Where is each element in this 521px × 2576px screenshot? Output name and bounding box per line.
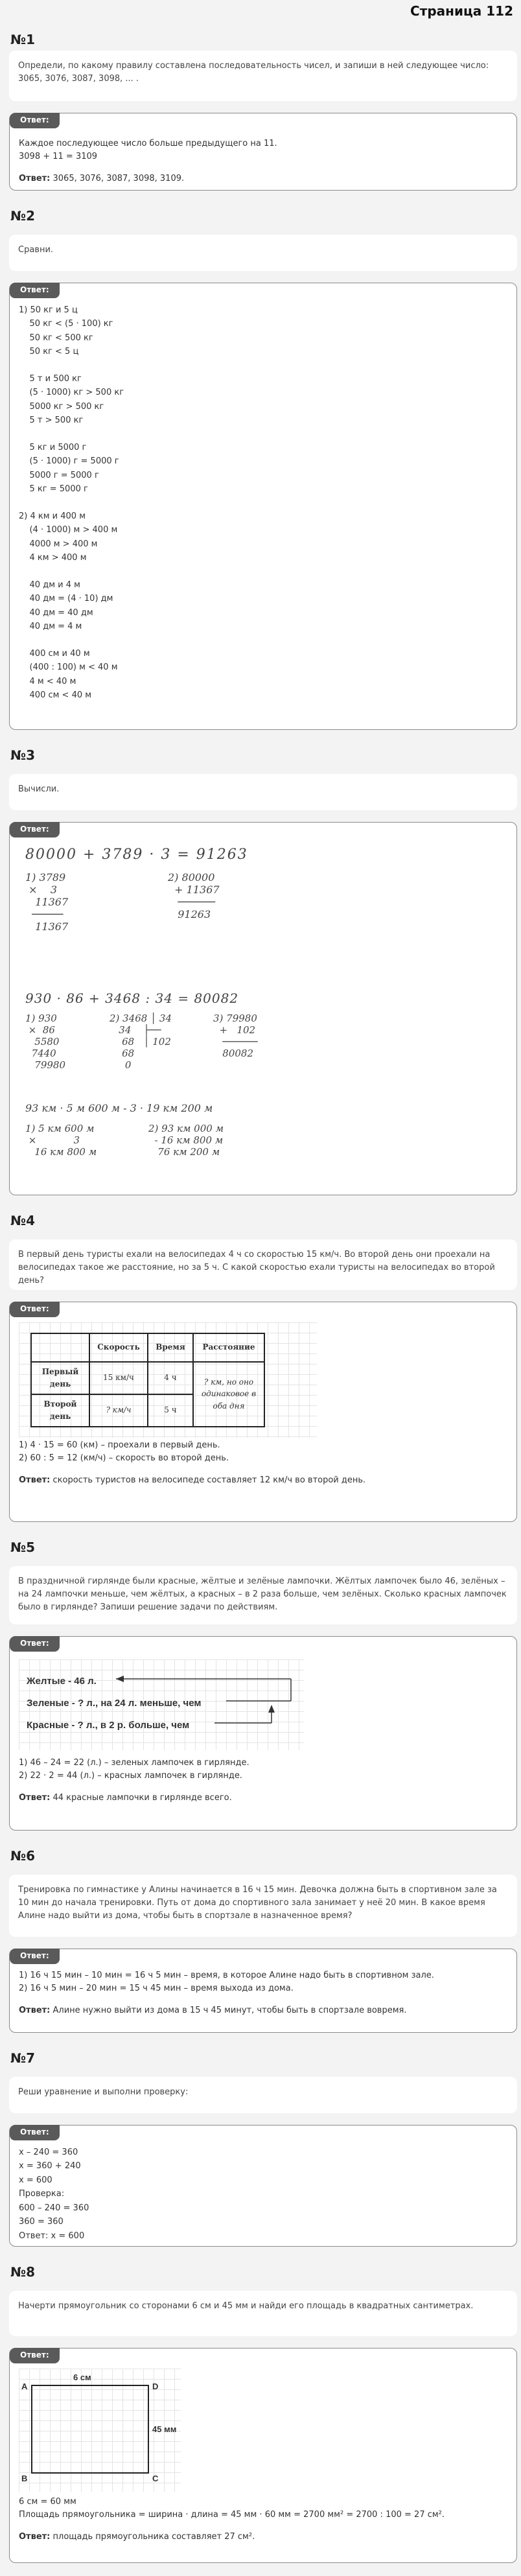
answer-line: (400 : 100) м < 40 м xyxy=(19,662,118,673)
answer-line: 40 дм = 4 м xyxy=(19,622,82,632)
answer-line: 1) 50 кг и 5 ц xyxy=(19,305,78,315)
table-cell: ? км/ч xyxy=(89,1394,148,1427)
answer-badge: Ответ: xyxy=(10,113,60,128)
answer-line: 1) 46 – 24 = 22 (л.) – зеленых лампочек в гирлянде. xyxy=(19,1757,249,1768)
answer-line: 5 кг = 5000 г xyxy=(19,484,88,495)
task-question: Реши уравнение и выполни проверку: xyxy=(9,2077,517,2113)
answer-line: x = 360 + 240 xyxy=(19,2161,81,2172)
scheme-arrows xyxy=(19,1659,304,1750)
answer-line: (5 · 1000) г = 5000 г xyxy=(19,456,119,467)
answer-line xyxy=(19,634,509,647)
answer-line: 50 кг < 500 кг xyxy=(19,333,93,343)
final-answer xyxy=(19,172,509,185)
answer-line: 2) 22 · 2 = 44 (л.) – красных лампочек в гирлянде. xyxy=(19,1770,242,1781)
task-number: №7 xyxy=(10,2050,35,2066)
task-question: В праздничной гирлянде были красные, жёлтые и зелёные лампочки. Жёлтых лампочек было 46, зелёных – на 24 лампочки меньше, чем жёлтых, а красных – в 2 раза больше, чем зелёных. Сколько красных лампочек было в гирлянде? Запиши решение задачи по действиям. xyxy=(9,1566,517,1624)
task-number: №5 xyxy=(10,1540,35,1555)
table-header: Скорость xyxy=(89,1333,148,1362)
final-answer xyxy=(19,2531,509,2544)
table-row-label: Первый день xyxy=(31,1362,89,1394)
answer-line: 40 дм = (4 · 10) дм xyxy=(19,594,113,604)
task-2 xyxy=(9,205,517,730)
answer-badge: Ответ: xyxy=(10,1302,60,1317)
vertex-b: B xyxy=(21,2473,28,2483)
table-cell: 15 км/ч xyxy=(89,1362,148,1394)
answer-line: 4 км > 400 м xyxy=(19,553,87,563)
answer-line: 1) 16 ч 15 мин – 10 мин = 16 ч 5 мин – время, в которое Алине надо быть в спортивном зале. xyxy=(19,1970,434,1980)
answer-line: x = 600 xyxy=(19,2175,52,2185)
answer-line: 4 м < 40 м xyxy=(19,676,76,686)
vertex-a: A xyxy=(21,2381,28,2391)
answer-line: 2) 60 : 5 = 12 (км/ч) – скорость во второй день. xyxy=(19,1453,229,1463)
vertex-c: C xyxy=(152,2473,159,2483)
answer-line: 5 т и 500 кг xyxy=(19,373,82,384)
answer-line: 50 кг < (5 · 100) кг xyxy=(19,319,113,329)
answer-badge: Ответ: xyxy=(10,822,60,837)
answer-line: 2) 16 ч 5 мин – 20 мин = 15 ч 45 мин – время выхода из дома. xyxy=(19,1983,294,1993)
handwritten-solution xyxy=(19,843,511,1186)
answer-line: 40 дм = 40 дм xyxy=(19,607,93,618)
final-answer xyxy=(19,2004,509,2017)
table-cell: 5 ч xyxy=(148,1394,193,1427)
hw-column: 2) 80000 + 11367 ────── 91263 xyxy=(168,871,220,921)
answer-badge: Ответ: xyxy=(10,283,60,298)
hw-column: 1) 5 км 600 м × 3 16 км 800 м xyxy=(25,1122,97,1158)
answer-block xyxy=(9,113,517,191)
answer-line: 50 кг < 5 ц xyxy=(19,347,79,357)
answer-line: Проверка: xyxy=(19,2189,65,2199)
final-label: Ответ: xyxy=(19,1475,51,1485)
hw-column: 3) 79980 + 102 ────── 80082 xyxy=(213,1012,258,1059)
answer-lines xyxy=(19,303,509,703)
data-table xyxy=(30,1333,265,1427)
task-8 xyxy=(9,2261,517,2563)
answer-block xyxy=(9,822,517,1195)
answer-line: Каждое последующее число больше предыдущего на 11. xyxy=(19,138,277,148)
answer-badge: Ответ: xyxy=(10,2348,60,2363)
answer-line: 1) 4 · 15 = 60 (км) – проехали в первый день. xyxy=(19,1440,220,1450)
answer-line: 4000 м > 400 м xyxy=(19,539,98,549)
answer-line: 5000 кг > 500 кг xyxy=(19,401,104,412)
answer-line: x – 240 = 360 xyxy=(19,2147,78,2157)
final-text: 3065, 3076, 3087, 3098, 3109. xyxy=(50,173,185,183)
answer-line: 40 дм и 4 м xyxy=(19,580,80,590)
rectangle-figure xyxy=(19,2369,181,2492)
task-5 xyxy=(9,1536,517,1831)
table-cell: 4 ч xyxy=(148,1362,193,1394)
answer-line xyxy=(19,359,509,372)
task-question: В первый день туристы ехали на велосипедах 4 ч со скоростью 15 км/ч. Во второй день они проехали на велосипедах такое же расстояние, но за 5 ч. С какой скоростью ехали туристы на велосипедах во второй день? xyxy=(9,1239,517,1290)
task-question: Тренировка по гимнастике у Алины начинается в 16 ч 15 мин. Девочка должна быть в спортивном зале за 10 мин до начала тренировки. Путь от дома до спортивного зала занимает у неё 20 мин. В какое время Алине надо выйти из дома, чтобы быть в спортзале в назначенное время? xyxy=(9,1875,517,1937)
task-number: №6 xyxy=(10,1848,35,1864)
scheme-red: Красные - ? л., в 2 р. больше, чем xyxy=(27,1719,190,1731)
answer-line xyxy=(19,565,509,578)
task-3 xyxy=(9,744,517,1195)
answer-line xyxy=(19,428,509,441)
task-question: Сравни. xyxy=(9,235,517,271)
table-corner xyxy=(31,1333,89,1362)
answer-block xyxy=(9,283,517,730)
answer-line xyxy=(19,497,509,509)
final-text: 44 красные лампочки в гирлянде всего. xyxy=(50,1792,232,1803)
task-number: №4 xyxy=(10,1213,35,1228)
hw-expression: 93 км · 5 м 600 м - 3 · 19 км 200 м xyxy=(25,1101,213,1114)
hw-column: 2) 3468 │ 34 34 ├── 68 │ 102 68 0 xyxy=(110,1012,172,1071)
task-question: Начерти прямоугольник со сторонами 6 см и 45 мм и найди его площадь в квадратных сантиметрах. xyxy=(9,2291,517,2336)
side-right-label: 45 мм xyxy=(152,2424,177,2434)
answer-line: 400 см < 40 м xyxy=(19,690,92,701)
task-1 xyxy=(9,29,517,191)
answer-line: (4 · 1000) м > 400 м xyxy=(19,525,118,535)
final-label: Ответ: xyxy=(19,1792,51,1803)
hw-column: 1) 930 × 86 5580 7440 79980 xyxy=(25,1012,66,1071)
scheme-diagram xyxy=(19,1659,304,1750)
answer-line: 600 – 240 = 360 xyxy=(19,2203,89,2213)
hw-expression: 80000 + 3789 · 3 = 91263 xyxy=(25,846,248,863)
final-label: Ответ: xyxy=(19,2005,51,2015)
hw-expression: 930 · 86 + 3468 : 34 = 80082 xyxy=(25,990,239,1006)
answer-line: 400 см и 40 м xyxy=(19,648,90,659)
task-6 xyxy=(9,1845,517,2033)
final-answer xyxy=(19,1474,509,1487)
answer-line: 5 кг и 5000 г xyxy=(19,442,87,452)
hw-column: 1) 3789 × 3 11367 ───── 11367 xyxy=(25,871,69,933)
vertex-d: D xyxy=(152,2381,159,2391)
final-label: Ответ: xyxy=(19,2531,51,2542)
table-cell: ? км, но оно одинаковое в оба дня xyxy=(193,1362,264,1427)
answer-line: Площадь прямоугольника = ширина · длина = 45 мм · 60 мм = 2700 мм² = 2700 : 100 = 27 см². xyxy=(19,2509,445,2520)
data-table-area xyxy=(19,1322,317,1438)
scheme-green: Зеленые - ? л., на 24 л. меньше, чем xyxy=(27,1697,202,1709)
answer-block xyxy=(9,2348,517,2563)
answer-block xyxy=(9,2125,517,2247)
answer-line: 3098 + 11 = 3109 xyxy=(19,151,98,161)
page-header xyxy=(9,0,517,29)
task-number: №8 xyxy=(10,2264,35,2280)
answer-line: (5 · 1000) кг > 500 кг xyxy=(19,388,124,398)
task-question: Вычисли. xyxy=(9,774,517,810)
final-text: площадь прямоугольника составляет 27 см². xyxy=(50,2531,255,2542)
table-header: Расстояние xyxy=(193,1333,264,1362)
final-answer xyxy=(19,1792,509,1805)
answer-line: 5000 г = 5000 г xyxy=(19,470,99,480)
scheme-yellow: Желтые - 46 л. xyxy=(27,1675,97,1687)
answer-badge: Ответ: xyxy=(10,1949,60,1964)
final-label: Ответ: xyxy=(19,173,51,183)
task-7 xyxy=(9,2047,517,2247)
answer-line: Ответ: x = 600 xyxy=(19,2231,85,2241)
answer-line: 360 = 360 xyxy=(19,2217,64,2227)
task-number: №3 xyxy=(10,747,35,763)
side-top-label: 6 см xyxy=(73,2372,91,2382)
final-text: Алине нужно выйти из дома в 15 ч 45 минут, чтобы быть в спортзале вовремя. xyxy=(50,2005,407,2015)
answer-block xyxy=(9,1636,517,1831)
hw-column: 2) 93 км 000 м - 16 км 800 м 76 км 200 м xyxy=(148,1122,224,1158)
answer-lines xyxy=(19,2146,509,2243)
answer-block xyxy=(9,1302,517,1522)
answer-block xyxy=(9,1949,517,2033)
task-4 xyxy=(9,1210,517,1522)
answer-line: 2) 4 км и 400 м xyxy=(19,511,86,521)
task-question: Определи, по какому правилу составлена последовательность чисел, и запиши в ней следующее число: 3065, 3076, 3087, 3098, ... . xyxy=(9,51,517,101)
task-number: №1 xyxy=(10,32,35,47)
answer-line: 6 см = 60 мм xyxy=(19,2496,76,2507)
page-title: Страница 112 xyxy=(410,3,513,19)
answer-badge: Ответ: xyxy=(10,1636,60,1652)
final-text: скорость туристов на велосипеде составляет 12 км/ч во второй день. xyxy=(50,1475,366,1485)
task-number: №2 xyxy=(10,208,35,224)
table-row-label: Второй день xyxy=(31,1394,89,1427)
answer-badge: Ответ: xyxy=(10,2125,60,2140)
table-header: Время xyxy=(148,1333,193,1362)
answer-line: 5 т > 500 кг xyxy=(19,416,84,426)
